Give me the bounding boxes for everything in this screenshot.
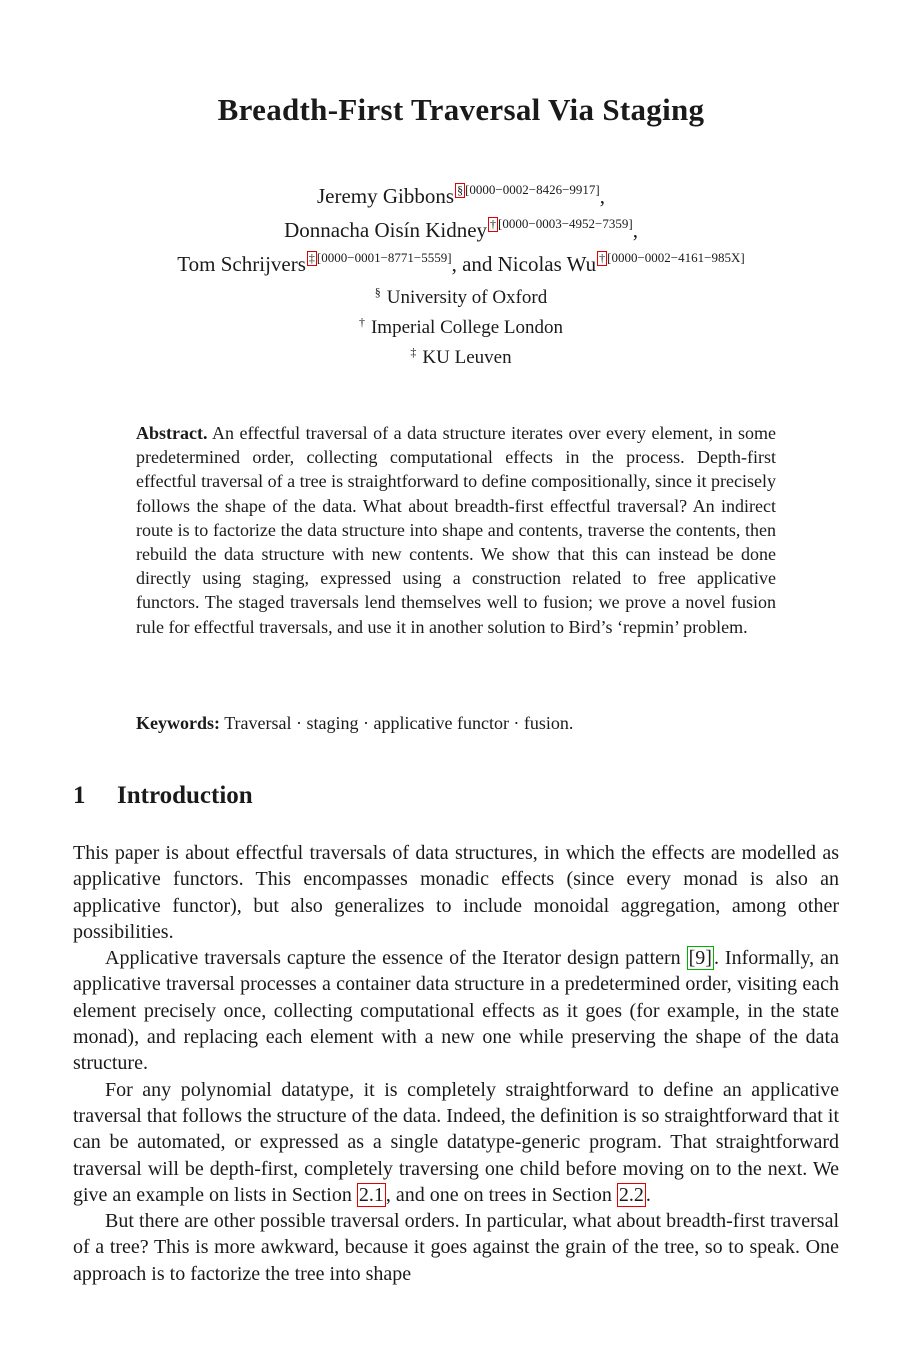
paragraph-text: For any polynomial datatype, it is completely straightforward to define an applicative traversal that follows the structure of the data. Indeed, the definition is so straightforward that it can be automated, or expressed as a single datatype-generic program. That straightforward traversal will be depth-first, completely traversing one child before moving on to the next. We give an example on lists in Section (73, 1078, 839, 1206)
paragraph: This paper is about effectful traversals of data structures, in which the effects are modelled as applicative functors. This encompasses monadic effects (since every monad is also an applicative functor), but also generalizes to include monoidal aggregation, among other possibilities. (73, 842, 839, 943)
affiliation (0, 310, 922, 340)
author-mark[interactable]: † (490, 217, 497, 231)
paragraph-text: , and one on trees in Section (385, 1183, 612, 1206)
section-number: 1 (73, 782, 86, 809)
abstract-label: Abstract. (136, 423, 208, 443)
paragraph-text: . (645, 1183, 651, 1206)
orcid-id: [0000−0002−4161−985X] (607, 250, 745, 265)
orcid-id: [0000−0001−8771−5559] (316, 250, 452, 265)
section-title: Introduction (117, 782, 253, 809)
author-mark[interactable]: † (599, 251, 606, 265)
orcid-id: [0000−0003−4952−7359] (498, 216, 633, 231)
author-name: Nicolas Wu (497, 252, 597, 276)
paragraph (73, 945, 839, 1076)
author-line-1 (60, 176, 862, 210)
orcid-id: [0000−0002−8426−9917] (465, 182, 600, 197)
author-list (60, 176, 862, 278)
paragraph-text: . Informally, an applicative traversal processes a container data structure in a predetermined order, visiting each element precisely once, collecting computational effects as it goes (for example, in the state monad), and replacing each element with a new one while preserving the shape of the data structure. (73, 947, 839, 1075)
author-name: Donnacha Oisín Kidney (284, 218, 488, 242)
citation-link[interactable]: [9] (688, 947, 712, 970)
section-ref-link[interactable]: 2.1 (358, 1183, 384, 1206)
abstract (136, 421, 776, 639)
keywords-text: Traversal · staging · applicative functor · fusion. (224, 713, 574, 733)
author-line-3 (60, 244, 862, 278)
paragraph: But there are other possible traversal orders. In particular, what about breadth-first traversal of a tree? This is more awkward, because it goes against the grain of the tree, so to speak. One approach is to factorize the tree into shape (73, 1210, 839, 1285)
section-heading (73, 782, 253, 810)
keywords (136, 711, 776, 735)
author-line-2 (60, 210, 862, 244)
affiliation-name: Imperial College London (370, 317, 564, 338)
affiliation-list (0, 280, 922, 370)
affiliation-name: KU Leuven (422, 347, 512, 368)
affiliation-mark: § (374, 285, 381, 299)
body-text (73, 840, 839, 1287)
affiliation-name: University of Oxford (386, 287, 548, 308)
author-separator: , (632, 218, 638, 242)
paragraph-text: Applicative traversals capture the essence of the Iterator design pattern (105, 947, 681, 970)
author-separator: , (599, 184, 605, 208)
section-ref-link[interactable]: 2.2 (618, 1183, 644, 1206)
author-name: Tom Schrijvers (177, 252, 306, 276)
affiliation (0, 280, 922, 310)
keywords-label: Keywords: (136, 713, 220, 733)
paragraph (73, 1077, 839, 1208)
author-separator: , and (451, 252, 493, 276)
author-mark[interactable]: ‡ (308, 251, 315, 265)
paper-title: Breadth-First Traversal Via Staging (217, 92, 705, 127)
author-mark[interactable]: § (457, 183, 464, 197)
affiliation (0, 340, 922, 370)
affiliation-mark: ‡ (410, 345, 417, 359)
abstract-text: An effectful traversal of a data structure iterates over every element, in some predetermined order, collecting computational effects in the process. Depth-first effectful traversal of a tree is straightforward to define compositionally, since it precisely follows the shape of the data. What about breadth-first effectful traversal? An indirect route is to factorize the data structure into shape and contents, traverse the contents, then rebuild the data structure with new contents. We show that this can instead be done directly using staging, expressed using a construction related to free applicative functors. The staged traversals lend themselves well to fusion; we prove a novel fusion rule for effectful traversals, and use it in another solution to Bird’s ‘repmin’ problem. (136, 423, 776, 637)
author-name: Jeremy Gibbons (317, 184, 455, 208)
affiliation-mark: † (358, 315, 365, 329)
